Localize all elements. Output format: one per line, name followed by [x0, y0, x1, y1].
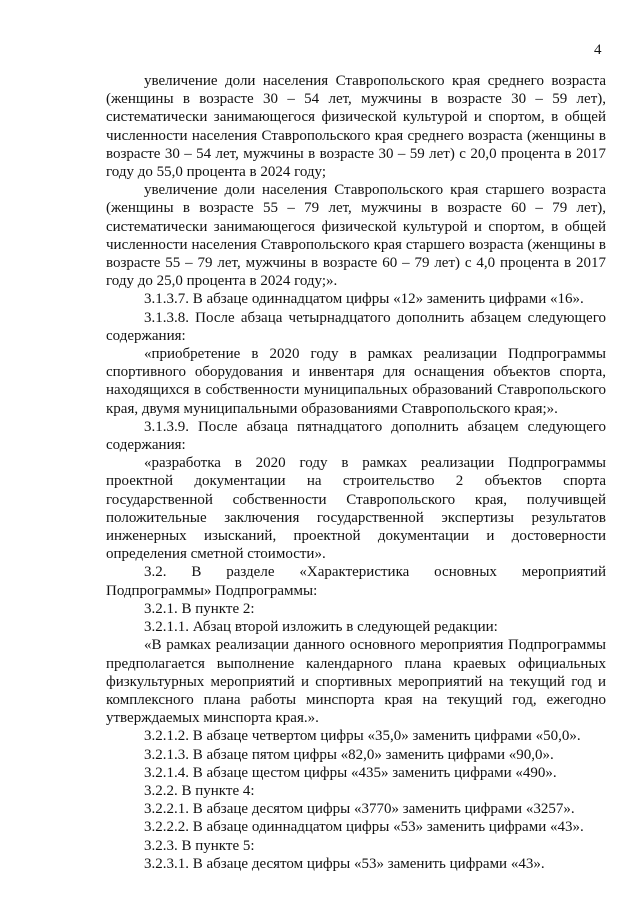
paragraph: 3.2.3.1. В абзаце десятом цифры «53» заменить цифрами «43». [144, 855, 545, 872]
paragraph: 3.2.2.2. В абзаце одиннадцатом цифры «53» заменить цифрами «43». [144, 819, 584, 836]
paragraph: 3.2.1.4. В абзаце щестом цифры «435» заменить цифрами «490». [144, 764, 557, 781]
paragraph: 3.2.2. В пункте 4: [144, 782, 255, 799]
paragraph: «В рамках реализации данного основного мероприятия Подпрограммы предполагается выполнение календарного плана краевых официальных физкультурных мероприятий и спортивных мероприятий на текущий год и комплексного плана работы минспорта края на текущий год, ежегодно утверждаемых минспорта края.». [106, 637, 606, 727]
paragraph: 3.2.1.3. В абзаце пятом цифры «82,0» заменить цифрами «90,0». [144, 746, 554, 763]
paragraph: увеличение доли населения Ставропольского края старшего возраста (женщины в возрасте 55 – 79 лет, мужчины в возрасте 60 – 79 лет), систематически занимающегося физической культурой и спортом, в общей численности населения Ставропольского края старшего возраста (женщины в возрасте 55 – 79 лет, мужчины в возрасте 60 – 79 лет) с 4,0 процента в 2017 году до 25,0 процента в 2024 году;». [106, 182, 606, 290]
paragraph: «приобретение в 2020 году в рамках реализации Подпрограммы спортивного оборудования и инвентаря для оснащения объектов спорта, находящихся в собственности муниципальных образований Ставропольского края, двумя муниципальными образованиями Ставропольского края;». [106, 346, 606, 417]
document-body [106, 72, 606, 873]
paragraph: 3.2.1. В пункте 2: [144, 600, 255, 617]
paragraph: 3.1.3.7. В абзаце одиннадцатом цифры «12» заменить цифрами «16». [144, 291, 584, 308]
paragraph: 3.2.2.1. В абзаце десятом цифры «3770» заменить цифрами «3257». [144, 801, 575, 818]
paragraph: 3.2.1.2. В абзаце четвертом цифры «35,0» заменить цифрами «50,0». [144, 728, 581, 745]
page-number: 4 [594, 42, 602, 58]
paragraph: 3.1.3.8. После абзаца четырнадцатого дополнить абзацем следующего содержания: [106, 309, 606, 344]
paragraph: 3.2.3. В пункте 5: [144, 837, 255, 854]
paragraph: 3.2. В разделе «Характеристика основных мероприятий Подпрограммы» Подпрограммы: [106, 564, 606, 599]
paragraph: 3.1.3.9. После абзаца пятнадцатого дополнить абзацем следующего содержания: [106, 418, 606, 454]
paragraph: 3.2.1.1. Абзац второй изложить в следующей редакции: [144, 619, 498, 636]
paragraph: увеличение доли населения Ставропольского края среднего возраста (женщины в возрасте 30 – 54 лет, мужчины в возрасте 30 – 59 лет), систематически занимающегося физической культурой и спортом, в общей численности населения Ставропольского края среднего возраста (женщины в возрасте 30 – 54 лет, мужчины в возрасте 30 – 59 лет) с 20,0 процента в 2017 году до 55,0 процента в 2024 году; [106, 73, 606, 181]
paragraph: «разработка в 2020 году в рамках реализации Подпрограммы проектной документации на строительство 2 объектов спорта государственной собственности Ставропольского края, получивщей положительные заключения государственной экспертизы результатов инженерных изысканий, проектной документации и достоверности определения сметной стоимости». [106, 455, 606, 563]
